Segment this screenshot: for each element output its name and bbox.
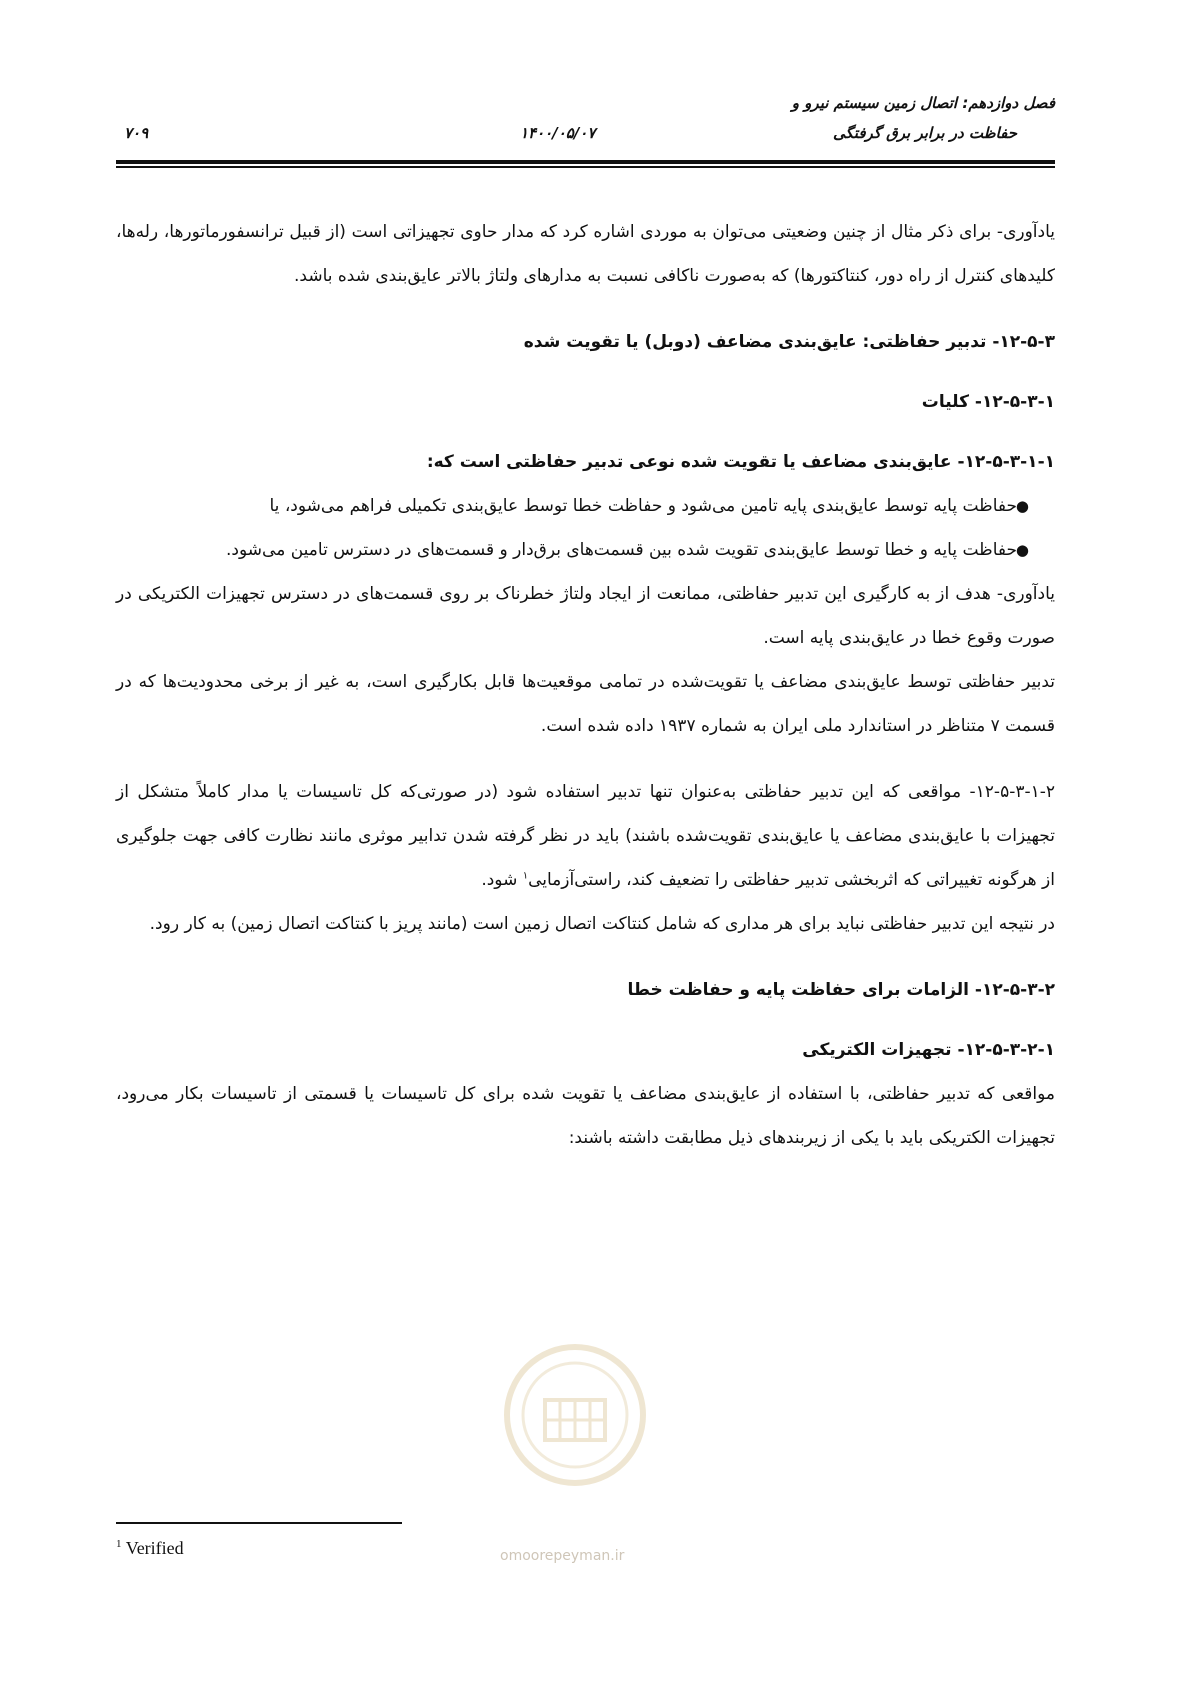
section-heading-12-5-3-2: ۱۲-۵-۳-۲- الزامات برای حفاظت پایه و حفاظت خطا [627, 980, 1055, 1000]
paragraph-12-5-3-1-2-text: ۱۲-۵-۳-۱-۲- مواقعی که این تدبیر حفاظتی به‌عنوان تنها تدبیر استفاده شود (در صورتی‌که کل تاسیسات یا مدار کاملاً متشکل از تجهیزات با عایق‌بندی مضاعف یا عایق‌بندی تقویت‌شده باشند) باید در نظر گرفته شدن تدابیر موثری مانند نظارت کافی جهت جلوگیری از هرگونه تغییراتی که اثربخشی تدبیر حفاظتی را تضعیف کند، راستی‌آزمایی [116, 782, 1055, 890]
section-heading-12-5-3: ۱۲-۵-۳- تدبیر حفاظتی: عایق‌بندی مضاعف (دوبل) یا تقویت شده [523, 332, 1055, 352]
footnote-reference[interactable]: ۱ [522, 870, 529, 882]
chapter-title-line1: فصل دوازدهم: اتصال زمین سیستم نیرو و [791, 94, 1055, 112]
chapter-title-line2: حفاظت در برابر برق گرفتگی [833, 124, 1017, 142]
bullet-icon: ● [1015, 541, 1029, 559]
list-item-text: حفاظت پایه توسط عایق‌بندی پایه تامین می‌شود و حفاظت خطا توسط عایق‌بندی تکمیلی فراهم می‌شود، یا [269, 496, 1017, 516]
footnote-text: Verified [125, 1538, 184, 1558]
paragraph-consequence: در نتیجه این تدبیر حفاظتی نباید برای هر مداری که شامل کنتاکت اتصال زمین است (مانند پریز با کنتاکت اتصال زمین) به کار رود. [149, 914, 1055, 934]
applicability-paragraph: تدبیر حفاظتی توسط عایق‌بندی مضاعف یا تقویت‌شده در تمامی موقعیت‌ها قابل بکارگیری است، به غیر از برخی محدودیت‌ها که در قسمت ۷ متناظر در استاندارد ملی ایران به شماره ۱۹۳۷ داده شده است. [116, 672, 1055, 736]
page-number: ۷۰۹ [124, 124, 149, 142]
footnote-number: 1 [116, 1538, 122, 1550]
document-body [116, 210, 1055, 1160]
footnote [116, 1538, 184, 1559]
chapter-title [792, 88, 1055, 148]
note-paragraph-2: یادآوری- هدف از به کارگیری این تدبیر حفاظتی، ممانعت از ایجاد ولتاژ خطرناک بر روی قسمت‌های در دسترس تجهیزات الکتریکی در صورت وقوع خطا در عایق‌بندی پایه است. [116, 584, 1055, 648]
watermark-text: omoorepeyman.ir [500, 1548, 625, 1564]
page-header [116, 80, 1055, 170]
note-paragraph-1: یادآوری- برای ذکر مثال از چنین وضعیتی می‌توان به موردی اشاره کرد که مدار حاوی تجهیزاتی است (از قبیل ترانسفورماتورها، رله‌ها، کلیدهای کنترل از راه دور، کنتاکتورها) که به‌صورت ناکافی نسبت به مدارهای ولتاژ بالاتر عایق‌بندی شده باشد. [116, 222, 1055, 286]
section-heading-12-5-3-1-1: ۱۲-۵-۳-۱-۱- عایق‌بندی مضاعف یا تقویت شده نوعی تدبیر حفاظتی است که: [426, 452, 1055, 472]
footnote-rule [116, 1522, 402, 1524]
watermark-seal-icon [490, 1340, 660, 1490]
section-heading-12-5-3-2-1: ۱۲-۵-۳-۲-۱- تجهیزات الکتریکی [802, 1040, 1055, 1060]
header-rule-thick [116, 160, 1055, 164]
header-rule-thin [116, 166, 1055, 168]
bullet-list [116, 484, 1055, 572]
bullet-icon: ● [1015, 497, 1029, 515]
final-paragraph: مواقعی که تدبیر حفاظتی، با استفاده از عایق‌بندی مضاعف یا تقویت شده برای کل تاسیسات یا قسمتی از تاسیسات بکار می‌رود، تجهیزات الکتریکی باید با یکی از زیربندهای ذیل مطابقت داشته باشند: [116, 1084, 1055, 1148]
list-item [116, 484, 1055, 528]
list-item [116, 528, 1055, 572]
paragraph-12-5-3-1-2 [116, 770, 1055, 902]
header-date: ۱۴۰۰/۰۵/۰۷ [520, 124, 596, 142]
paragraph-12-5-3-1-2-end: شود. [481, 870, 523, 890]
section-heading-12-5-3-1: ۱۲-۵-۳-۱- کلیات [921, 392, 1055, 412]
list-item-text: حفاظت پایه و خطا توسط عایق‌بندی تقویت شده بین قسمت‌های برق‌دار و قسمت‌های در دسترس تامین می‌شود. [226, 540, 1017, 560]
